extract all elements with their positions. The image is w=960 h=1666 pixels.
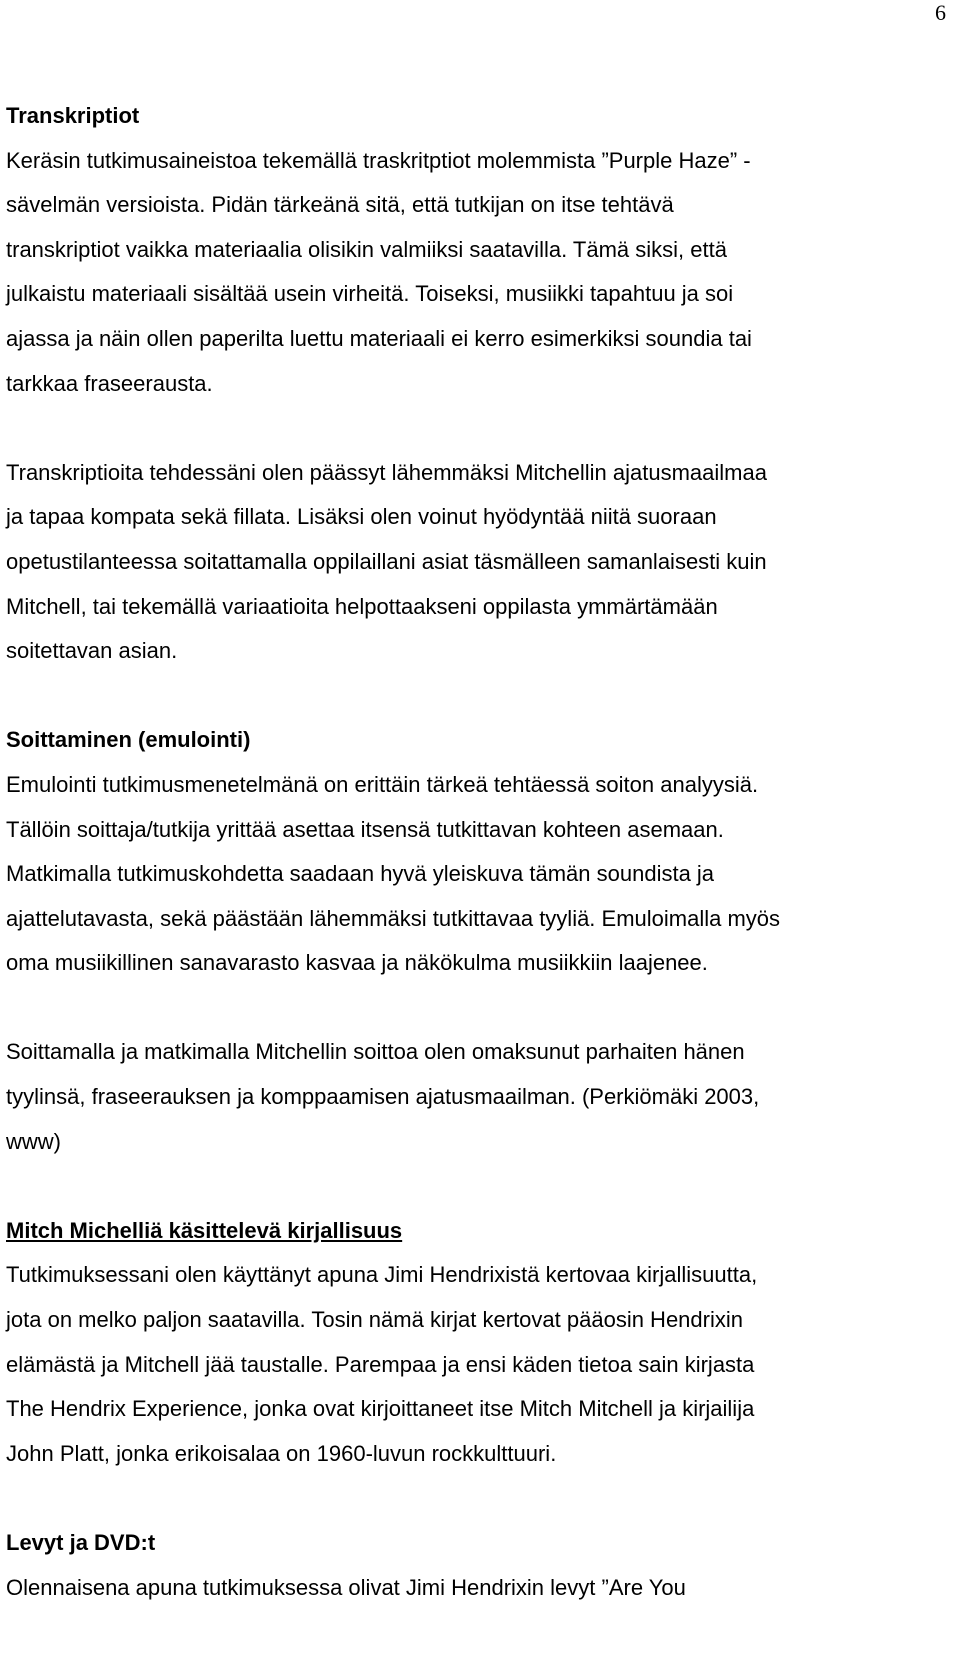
text-line: Emulointi tutkimusmenetelmänä on erittäin tärkeä tehtäessä soiton analyysiä. xyxy=(6,771,759,797)
text-line: elämästä ja Mitchell jää taustalle. Parempaa ja ensi käden tietoa sain kirjasta xyxy=(6,1351,755,1377)
paragraph-spacer xyxy=(6,406,956,451)
section-heading: Mitch Michelliä käsittelevä kirjallisuus xyxy=(6,1217,403,1243)
paragraph xyxy=(6,1030,956,1164)
text-line: tyylinsä, fraseerauksen ja komppaamisen ajatusmaailman. (Perkiömäki 2003, xyxy=(6,1084,760,1110)
text-line: ajattelutavasta, sekä päästään lähemmäksi tutkittavaa tyyliä. Emuloimalla myös xyxy=(6,905,781,931)
text-line: Soittamalla ja matkimalla Mitchellin soittoa olen omaksunut parhaiten hänen xyxy=(6,1039,745,1065)
section-spacer xyxy=(6,1164,956,1209)
section xyxy=(6,1521,956,1610)
section-heading: Transkriptiot xyxy=(6,103,140,128)
text-line: ajassa ja näin ollen paperilta luettu materiaali ei kerro esimerkiksi soundia tai xyxy=(6,325,752,351)
text-line: www) xyxy=(6,1128,61,1154)
text-line: oma musiikillinen sanavarasto kasvaa ja näkökulma musiikkiin laajenee. xyxy=(6,950,708,976)
text-line: Tällöin soittaja/tutkija yrittää asettaa itsensä tutkittavan kohteen asemaan. xyxy=(6,816,724,842)
page-number: 6 xyxy=(935,0,946,25)
document-body xyxy=(6,94,956,1610)
text-line: Transkriptioita tehdessäni olen päässyt lähemmäksi Mitchellin ajatusmaailmaa xyxy=(6,459,767,485)
paragraph xyxy=(6,763,956,986)
paragraph xyxy=(6,139,956,407)
paragraph xyxy=(6,1566,956,1611)
text-line: Olennaisena apuna tutkimuksessa olivat Jimi Hendrixin levyt ”Are You xyxy=(6,1574,686,1600)
text-line: tarkkaa fraseerausta. xyxy=(6,370,213,396)
section-heading: Soittaminen (emulointi) xyxy=(6,727,251,753)
text-line: John Platt, jonka erikoisalaa on 1960-luvun rockkulttuuri. xyxy=(6,1440,557,1466)
text-line: Matkimalla tutkimuskohdetta saadaan hyvä yleiskuva tämän soundista ja xyxy=(6,861,715,887)
paragraph-spacer xyxy=(6,986,956,1031)
text-line: Keräsin tutkimusaineistoa tekemällä traskritptiot molemmista ”Purple Haze” - xyxy=(6,147,751,173)
text-line: transkriptiot vaikka materiaalia olisikin valmiiksi saatavilla. Tämä siksi, että xyxy=(6,236,727,262)
section xyxy=(6,718,956,1164)
text-line: opetustilanteessa soitattamalla oppilaillani asiat täsmälleen samanlaisesti kuin xyxy=(6,548,767,574)
paragraph xyxy=(6,451,956,674)
section xyxy=(6,94,956,674)
section xyxy=(6,1209,956,1477)
text-line: sävelmän versioista. Pidän tärkeänä sitä, että tutkijan on itse tehtävä xyxy=(6,192,674,218)
section-heading: Levyt ja DVD:t xyxy=(6,1530,156,1555)
text-line: julkaistu materiaali sisältää usein virheitä. Toiseksi, musiikki tapahtuu ja soi xyxy=(6,281,734,307)
text-line: Mitchell, tai tekemällä variaatioita helpottaakseni oppilasta ymmärtämään xyxy=(6,593,718,619)
text-line: ja tapaa kompata sekä fillata. Lisäksi olen voinut hyödyntää niitä suoraan xyxy=(6,504,717,530)
text-line: soitettavan asian. xyxy=(6,638,178,664)
section-spacer xyxy=(6,674,956,719)
text-line: Tutkimuksessani olen käyttänyt apuna Jimi Hendrixistä kertovaa kirjallisuutta, xyxy=(6,1262,758,1288)
text-line: jota on melko paljon saatavilla. Tosin nämä kirjat kertovat pääosin Hendrixin xyxy=(6,1307,743,1333)
paragraph xyxy=(6,1253,956,1476)
text-line: The Hendrix Experience, jonka ovat kirjoittaneet itse Mitch Mitchell ja kirjailija xyxy=(6,1396,755,1422)
section-spacer xyxy=(6,1476,956,1521)
